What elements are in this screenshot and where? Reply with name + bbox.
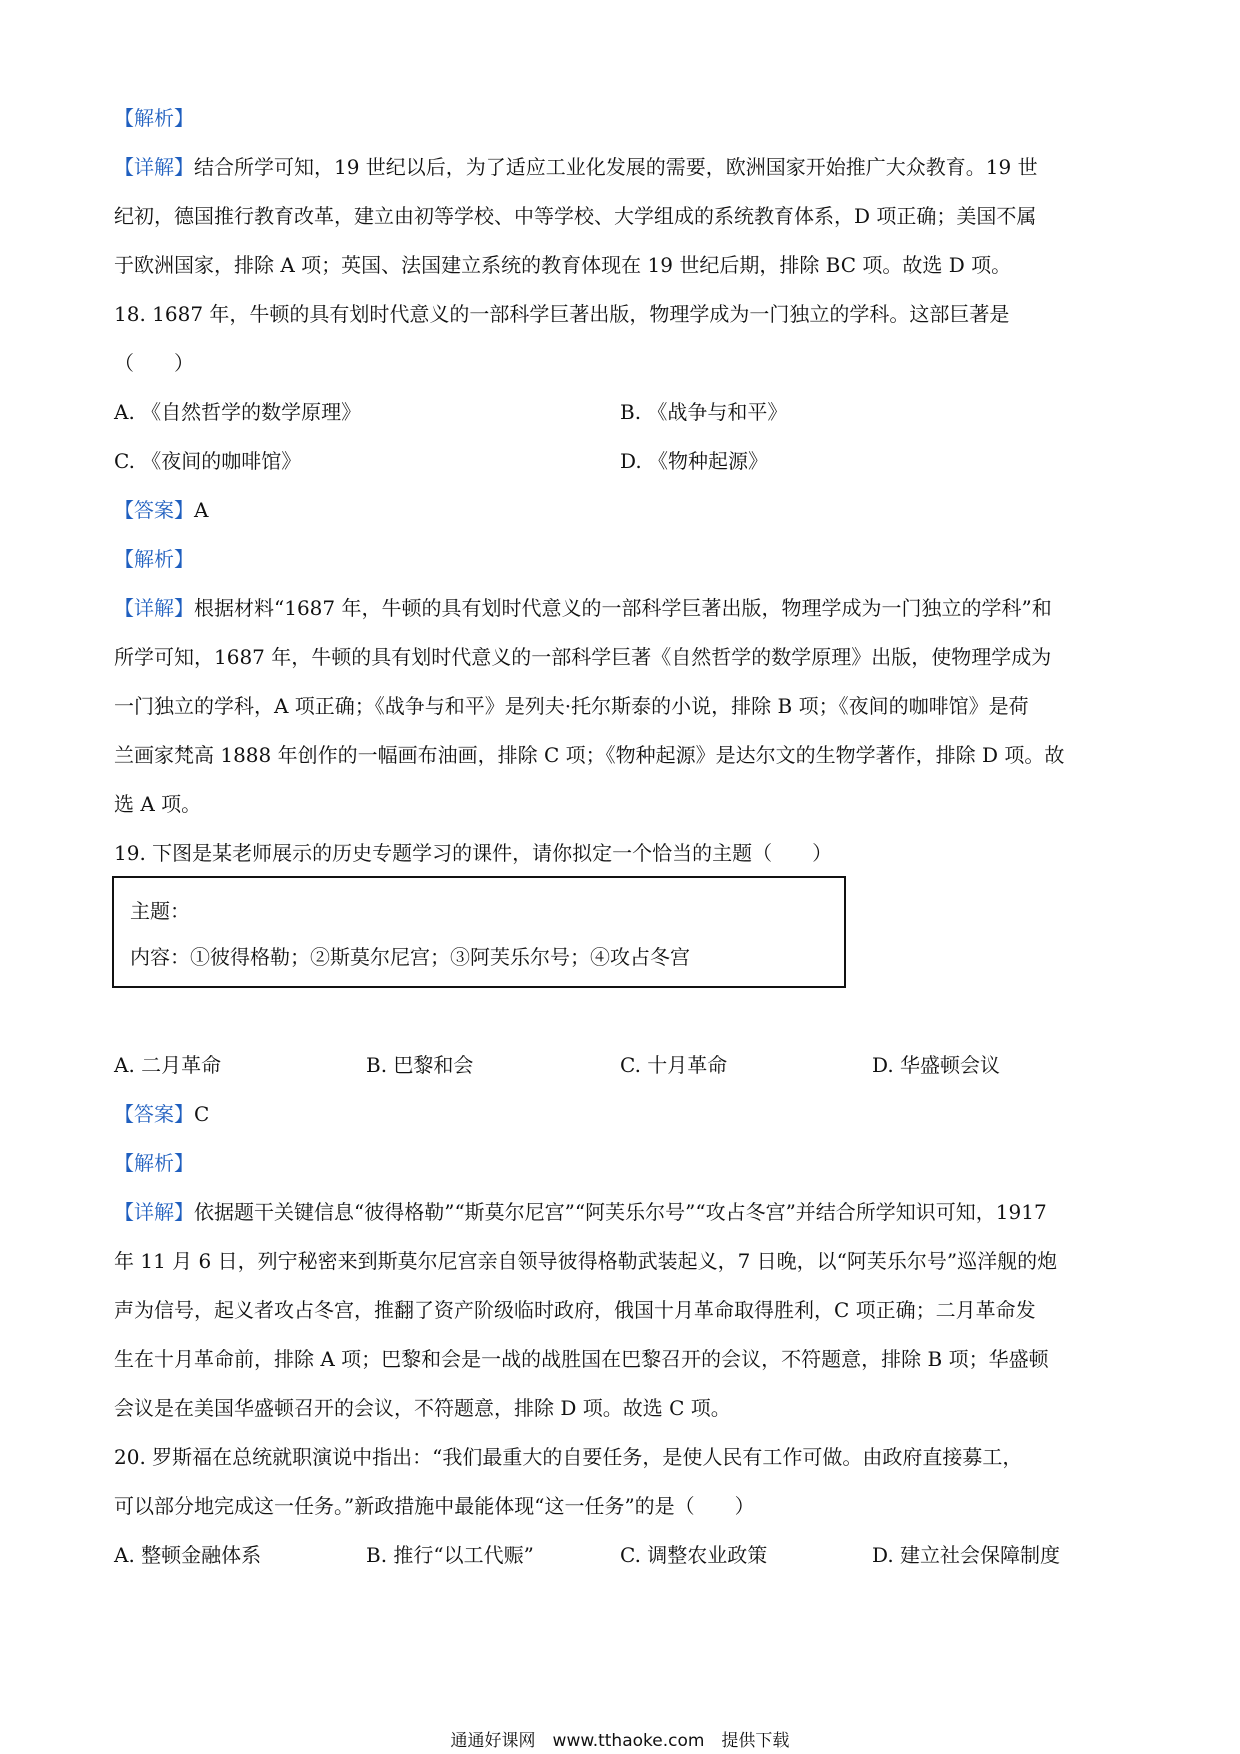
q20-option-a: A. 整顿金融体系 <box>114 1543 262 1567</box>
q18-detail-text-1: 根据材料“1687 年，牛顿的具有划时代意义的一部科学巨著出版，物理学成为一门独立的学科”和 <box>194 596 1052 620</box>
q19-stem: 19. 下图是某老师展示的历史专题学习的课件，请你拟定一个恰当的主题（ ） <box>114 841 833 865</box>
q17-analysis-tag: 【解析】 <box>114 106 194 130</box>
q18-detail-line-2: 所学可知，1687 年，牛顿的具有划时代意义的一部科学巨著《自然哲学的数学原理》出版，使物理学成为 <box>114 645 1052 669</box>
q19-detail-tag: 【详解】 <box>114 1200 194 1224</box>
q17-detail-text-1: 结合所学可知，19 世纪以后，为了适应工业化发展的需要，欧洲国家开始推广大众教育。19 世 <box>194 155 1038 179</box>
q19-detail-line-1 <box>114 1199 1047 1225</box>
q19-detail-text-1: 依据题干关键信息“彼得格勒”“斯莫尔尼宫”“阿芙乐尔号”“攻占冬宫”并结合所学知识可知，1917 <box>194 1200 1047 1224</box>
q19-answer: C <box>194 1102 210 1126</box>
q18-option-d: D. 《物种起源》 <box>620 449 769 473</box>
q18-answer: A <box>194 498 209 522</box>
q20-option-c: C. 调整农业政策 <box>620 1543 768 1567</box>
q18-analysis-tag: 【解析】 <box>114 547 194 571</box>
q18-answer-line <box>114 497 208 523</box>
q19-option-d: D. 华盛顿会议 <box>872 1053 1001 1077</box>
q18-detail-line-3: 一门独立的学科，A 项正确；《战争与和平》是列夫·托尔斯泰的小说，排除 B 项；《夜间的咖啡馆》是荷 <box>114 694 1029 718</box>
q20-option-d: D. 建立社会保障制度 <box>872 1543 1061 1567</box>
q19-detail-line-3: 声为信号，起义者攻占冬宫，推翻了资产阶级临时政府，俄国十月革命取得胜利，C 项正确；二月革命发 <box>114 1298 1036 1322</box>
q20-option-b: B. 推行“以工代赈” <box>366 1543 534 1567</box>
q17-detail-line-1 <box>114 154 1038 180</box>
q19-detail-line-4: 生在十月革命前，排除 A 项；巴黎和会是一战的战胜国在巴黎召开的会议，不符题意，排除 B 项；华盛顿 <box>114 1347 1049 1371</box>
q20-stem-line-1: 20. 罗斯福在总统就职演说中指出：“我们最重大的自要任务，是使人民有工作可做。由政府直接募工， <box>114 1445 1023 1469</box>
q17-detail-tag: 【详解】 <box>114 155 194 179</box>
q18-stem-line-1: 18. 1687 年，牛顿的具有划时代意义的一部科学巨著出版，物理学成为一门独立的学科。这部巨著是 <box>114 302 1010 326</box>
q18-option-c: C. 《夜间的咖啡馆》 <box>114 449 302 473</box>
q19-answer-tag: 【答案】 <box>114 1102 194 1126</box>
q19-detail-line-5: 会议是在美国华盛顿召开的会议，不符题意，排除 D 项。故选 C 项。 <box>114 1396 731 1420</box>
q18-detail-line-5: 选 A 项。 <box>114 792 202 816</box>
q18-detail-tag: 【详解】 <box>114 596 194 620</box>
q18-answer-tag: 【答案】 <box>114 498 194 522</box>
q19-option-c: C. 十月革命 <box>620 1053 728 1077</box>
q19-detail-line-2: 年 11 月 6 日，列宁秘密来到斯莫尔尼宫亲自领导彼得格勒武装起义，7 日晚，以“阿芙乐尔号”巡洋舰的炮 <box>114 1249 1058 1273</box>
q19-analysis-tag: 【解析】 <box>114 1151 194 1175</box>
q19-option-b: B. 巴黎和会 <box>366 1053 474 1077</box>
q19-option-a: A. 二月革命 <box>114 1053 222 1077</box>
q19-box-content: 内容：①彼得格勒；②斯莫尔尼宫；③阿芙乐尔号；④攻占冬宫 <box>130 945 690 969</box>
q20-stem-line-2: 可以部分地完成这一任务。”新政措施中最能体现“这一任务”的是（ ） <box>114 1494 755 1518</box>
q18-option-b: B. 《战争与和平》 <box>620 400 788 424</box>
q17-detail-line-3: 于欧洲国家，排除 A 项；英国、法国建立系统的教育体现在 19 世纪后期，排除 BC 项。故选 D 项。 <box>114 253 1012 277</box>
q19-answer-line <box>114 1101 209 1127</box>
q17-detail-line-2: 纪初，德国推行教育改革，建立由初等学校、中等学校、大学组成的系统教育体系，D 项正确；美国不属 <box>114 204 1037 228</box>
page-footer: 通通好课网 www.tthaoke.com 提供下载 <box>450 1731 790 1751</box>
q18-detail-line-4: 兰画家梵高 1888 年创作的一幅画布油画，排除 C 项；《物种起源》是达尔文的生物学著作，排除 D 项。故 <box>114 743 1065 767</box>
q19-box-topic: 主题： <box>130 899 190 923</box>
q18-stem-line-2: （ ） <box>114 351 194 375</box>
q18-detail-line-1 <box>114 595 1052 621</box>
q18-option-a: A. 《自然哲学的数学原理》 <box>114 400 362 424</box>
q19-courseware-box <box>112 876 846 988</box>
